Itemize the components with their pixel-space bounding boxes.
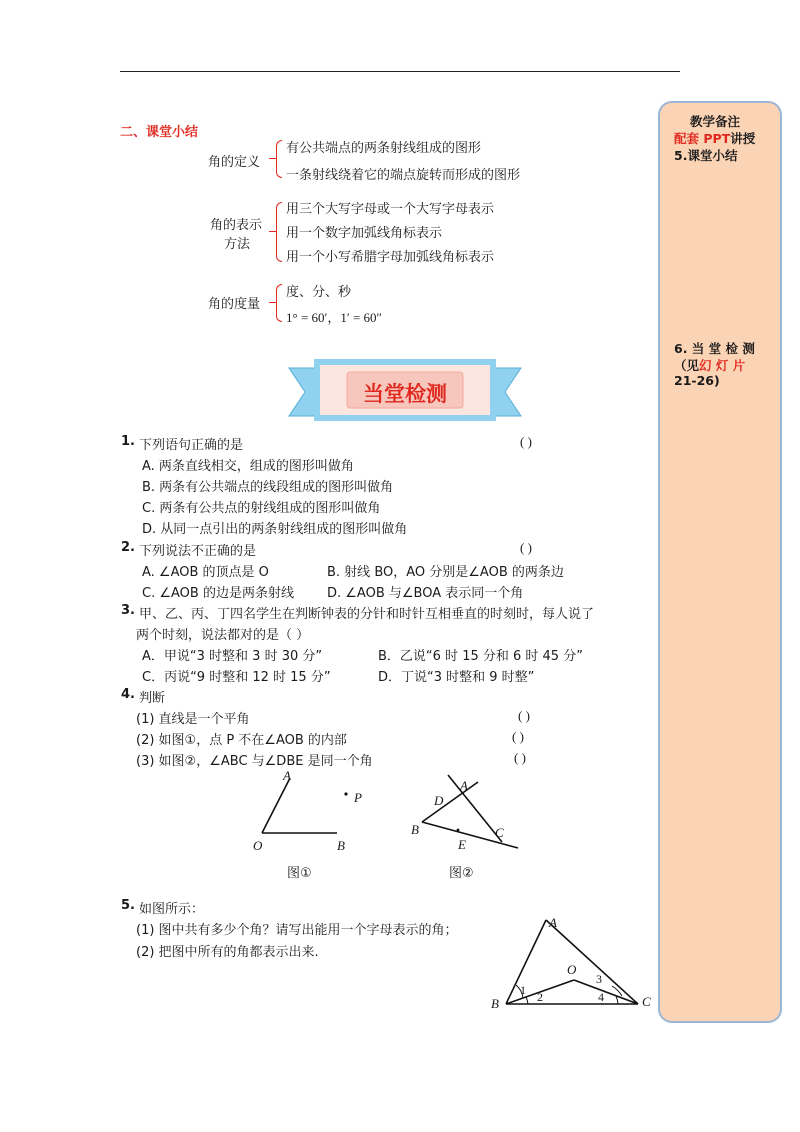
option: C．丙说“9 时整和 12 时 15 分” (142, 670, 331, 685)
definition-label: 角的定义 (208, 155, 261, 170)
sub-question: (2) 把图中所有的角都表示出来. (136, 945, 319, 960)
question-stem: 如图所示： (139, 902, 205, 917)
definition-brace (276, 140, 282, 178)
option: B. 射线 BO，AO 分别是∠AOB 的两条边 (327, 565, 564, 580)
fig3-angle-2: 2 (537, 990, 543, 1004)
question-number: 3. (121, 603, 135, 618)
measure-item: 1° = 60′，1′ = 60″ (286, 310, 382, 325)
sidebar-step-summary: 5.课堂小结 (674, 148, 738, 163)
judgement-item: (3) 如图②，∠ABC 与∠DBE 是同一个角 (136, 754, 373, 769)
sidebar-slides-note: （见幻 灯 片 (674, 358, 746, 373)
question-stem: 判断 (139, 691, 166, 706)
question-stem: 下列说法不正确的是 (139, 544, 257, 559)
fig1-label-b: B (337, 838, 345, 853)
notation-item: 用一个数字加弧线角标表示 (286, 226, 443, 241)
option: A. 两条直线相交，组成的图形叫做角 (142, 459, 354, 474)
answer-paren: ( ) (514, 750, 526, 765)
option: A. ∠AOB 的顶点是 O (142, 565, 269, 580)
question-stem: 甲、乙、丙、丁四名学生在判断钟表的分针和时针互相垂直的时刻时，每人说了 (139, 607, 595, 622)
sidebar-ppt-note: 配套 PPT讲授 (674, 131, 756, 146)
measure-label: 角的度量 (208, 297, 261, 312)
header-rule (120, 71, 680, 72)
sidebar-title: 教学备注 (690, 114, 741, 129)
question-stem: 两个时刻，说法都对的是（ ） (136, 628, 310, 643)
option: D. 从同一点引出的两条射线组成的图形叫做角 (142, 522, 408, 537)
figure-1-angle (250, 770, 370, 860)
measure-brace (276, 284, 282, 322)
measure-item: 度、分、秒 (286, 285, 352, 300)
figure-2-lines (410, 770, 530, 860)
fig3-angle-4: 4 (598, 990, 604, 1004)
fig1-label-p: P (354, 790, 362, 805)
fig3-label-c: C (642, 994, 651, 1009)
answer-paren: ( ) (512, 729, 524, 744)
question-number: 5. (121, 898, 135, 913)
fig2-label-b: B (411, 822, 419, 837)
definition-item: 一条射线绕着它的端点旋转而形成的图形 (286, 168, 521, 183)
definition-item: 有公共端点的两条射线组成的图形 (286, 141, 482, 156)
question-number: 1. (121, 434, 135, 449)
fig2-label-a: A (460, 778, 468, 793)
fig3-angle-1: 1 (520, 983, 526, 997)
notation-brace (276, 202, 282, 262)
fig2-label-c: C (495, 825, 504, 840)
answer-paren: ( ) (518, 708, 530, 723)
option: C. ∠AOB 的边是两条射线 (142, 586, 294, 601)
option: D. ∠AOB 与∠BOA 表示同一个角 (327, 586, 524, 601)
fig2-label-e: E (458, 837, 466, 852)
option: C. 两条有公共点的射线组成的图形叫做角 (142, 501, 381, 516)
sidebar-slide-range: 21-26) (674, 373, 720, 388)
question-number: 4. (121, 687, 135, 702)
judgement-item: (2) 如图①，点 P 不在∠AOB 的内部 (136, 733, 347, 748)
teaching-notes-sidebar (658, 101, 782, 1023)
option: B. 两条有公共端点的线段组成的图形叫做角 (142, 480, 394, 495)
sub-question: (1) 图中共有多少个角？请写出能用一个字母表示的角； (136, 923, 458, 938)
judgement-item: (1) 直线是一个平角 (136, 712, 250, 727)
option: B．乙说“6 时 15 分和 6 时 45 分” (378, 649, 583, 664)
fig3-label-a: A (549, 915, 557, 930)
section-title: 二、课堂小结 (120, 125, 199, 140)
fig2-caption: 图② (449, 866, 474, 881)
notation-label: 方法 (224, 237, 251, 252)
sidebar-step-check: 6. 当 堂 检 测 (674, 341, 755, 356)
fig3-label-o: O (567, 962, 577, 977)
banner-title: 当堂检测 (363, 382, 447, 406)
notation-label: 角的表示 (210, 218, 263, 233)
option: D．丁说“3 时整和 9 时整” (378, 670, 535, 685)
option: A．甲说“3 时整和 3 时 30 分” (142, 649, 323, 664)
fig2-label-d: D (434, 793, 444, 808)
notation-item: 用一个小写希腊字母加弧线角标表示 (286, 250, 495, 265)
fig1-label-a: A (283, 768, 291, 783)
question-stem: 下列语句正确的是 (139, 438, 244, 453)
fig3-angle-3: 3 (596, 972, 602, 986)
notation-item: 用三个大写字母或一个大写字母表示 (286, 202, 495, 217)
answer-paren: ( ) (520, 540, 532, 555)
fig1-caption: 图① (287, 866, 312, 881)
question-number: 2. (121, 540, 135, 555)
answer-paren: ( ) (520, 434, 532, 449)
fig3-label-b: B (491, 996, 499, 1011)
fig1-label-o: O (253, 838, 263, 853)
